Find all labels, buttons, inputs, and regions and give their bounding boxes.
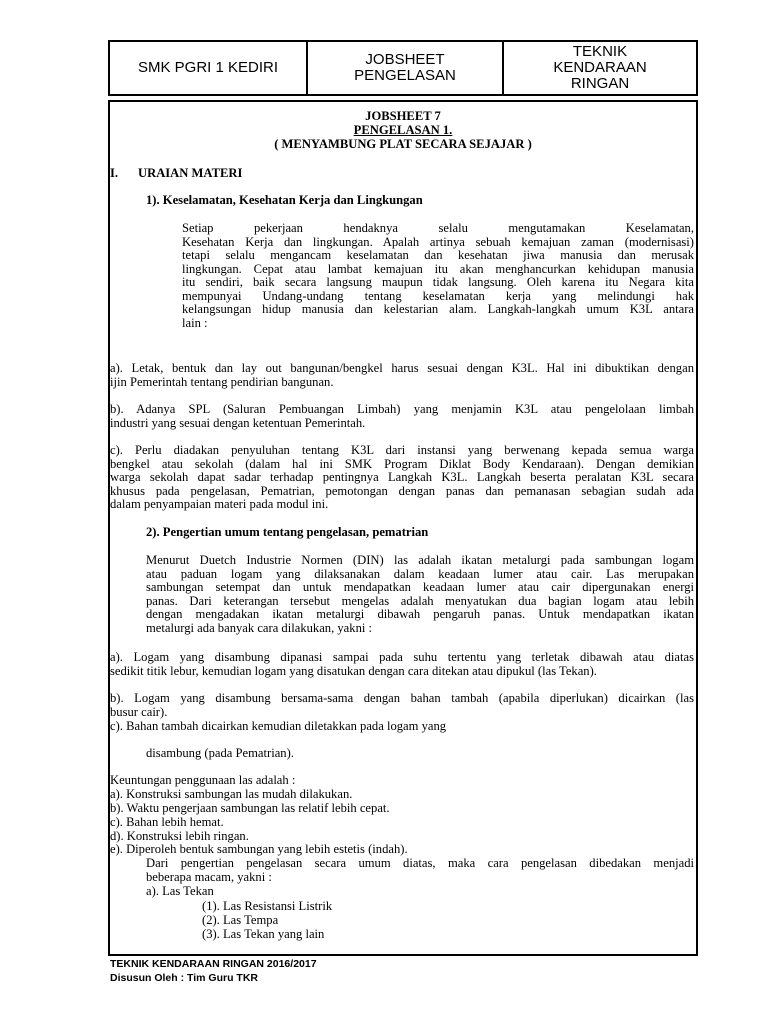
list-item-c-k3l: c). Perlu diadakan penyuluhan tentang K3L dari instansi yang berwenang kepada semua warga bengkel atau sekolah (dalam hal ini SMK Program Diklat Body Kendaraan). Dengan demikian warga sekolah dapat sadar terhadap pentingnya Langkah K3L. Langkah beserta peralatan K3L secara khusus pada pengelasan, Pematrian, pemotongan dengan panas dan pemanasan sebagian sudah ada dalam penyampaian materi pada modul ini. — [110, 443, 694, 511]
header-dept-line1: TEKNIK — [572, 43, 628, 60]
keuntungan-item: e). Diperoleh bentuk sambungan yang lebih estetis (indah). — [110, 842, 408, 856]
header-dept-line2: KENDARAAN — [553, 59, 647, 76]
doc-title-1: JOBSHEET 7 — [365, 109, 441, 123]
subheading-pengelasan: 2). Pengertian umum tentang pengelasan, pematrian — [146, 525, 429, 539]
list-item-b-k3l: b). Adanya SPL (Saluran Pembuangan Limbah) yang menjamin K3L atau pengelolaan limbah industri yang sesuai dengan ketentuan Pemerintah. — [110, 402, 694, 430]
keuntungan-title: Keuntungan penggunaan las adalah : — [110, 773, 296, 787]
header-title-line1: JOBSHEET — [365, 51, 445, 68]
keuntungan-item: d). Konstruksi lebih ringan. — [110, 829, 249, 843]
las-tekan-item: (1). Las Resistansi Listrik — [202, 899, 333, 913]
list-item-c-las-cont: disambung (pada Pematrian). — [146, 746, 294, 760]
doc-title-3: ( MENYAMBUNG PLAT SECARA SEJAJAR ) — [274, 137, 532, 151]
keuntungan-item: a). Konstruksi sambungan las mudah dilakukan. — [110, 787, 353, 801]
paragraph-pengelasan: Menurut Duetch Industrie Normen (DIN) las adalah ikatan metalurgi pada sambungan logam atau paduan logam yang dilaksanakan dalam keadaan lumer atau cair. Las merupakan sambungan setempat dan untuk mendapatkan keadaan lumer atau cair dipergunakan energi panas. Dari keterangan tersebut mengelas adalah menyatukan dua bagian logam atau lebih dengan mengadakan ikatan metalurgi dibawah pengaruh panas. Untuk mendapatkan ikatan metalurgi ada banyak cara dilakukan, yakni : — [146, 553, 694, 635]
paragraph-macam-las: Dari pengertian pengelasan secara umum diatas, maka cara pengelasan dibedakan menjadi beberapa macam, yakni : — [146, 856, 694, 884]
footer-line-2: Disusun Oleh : Tim Guru TKR — [110, 972, 258, 984]
doc-title-2: PENGELASAN 1. — [353, 123, 453, 137]
header-school: SMK PGRI 1 KEDIRI — [137, 59, 279, 76]
list-item-a-las: a). Logam yang disambung dipanasi sampai pada suhu tertentu yang terletak dibawah atau diatas sedikit titik lebur, kemudian logam yang disatukan dengan cara ditekan atau dipukul (las Tekan). — [110, 650, 694, 678]
header-table — [108, 40, 698, 96]
keuntungan-item: c). Bahan lebih hemat. — [110, 815, 224, 829]
header-dept — [502, 42, 696, 94]
paragraph-k3l: Setiap pekerjaan hendaknya selalu mengutamakan Keselamatan, Kesehatan Kerja dan lingkungan. Apalah artinya sebuah kemajuan zaman (modernisasi) tetapi selalu mengancam keselamatan dan kesehatan jiwa manusia dan merusak lingkungan. Cepat atau lambat kemajuan itu akan menghancurkan kehidupan manusia itu sendiri, baik secara langsung maupun tidak langsung. Oleh karena itu Negara kita mempunyai Undang-undang tentang keselamatan kerja yang melindungi hak kelangsungan hidup manusia dan kelestarian alam. Langkah-langkah umum K3L antara lain : — [182, 221, 694, 330]
las-tekan-heading: a). Las Tekan — [146, 884, 214, 898]
subheading-k3l: 1). Keselamatan, Kesehatan Kerja dan Lingkungan — [146, 193, 423, 207]
list-item-a-k3l: a). Letak, bentuk dan lay out bangunan/bengkel harus sesuai dengan K3L. Hal ini dibuktikan dengan ijin Pemerintah tentang pendirian bangunan. — [110, 361, 694, 389]
header-title-line2: PENGELASAN — [354, 67, 456, 84]
section-number: I. — [110, 166, 119, 180]
list-item-b-las: b). Logam yang disambung bersama-sama dengan bahan tambah (apabila diperlukan) dicairkan (las busur cair). — [110, 691, 694, 719]
header-title — [306, 42, 502, 94]
las-tekan-item: (3). Las Tekan yang lain — [202, 927, 325, 941]
list-item-c-las: c). Bahan tambah dicairkan kemudian diletakkan pada logam yang — [110, 719, 447, 733]
header-dept-line3: RINGAN — [570, 75, 630, 92]
las-tekan-item: (2). Las Tempa — [202, 913, 279, 927]
footer-line-1: TEKNIK KENDARAAN RINGAN 2016/2017 — [110, 958, 317, 970]
section-title: URAIAN MATERI — [138, 166, 243, 180]
keuntungan-item: b). Waktu pengerjaan sambungan las relatif lebih cepat. — [110, 801, 390, 815]
